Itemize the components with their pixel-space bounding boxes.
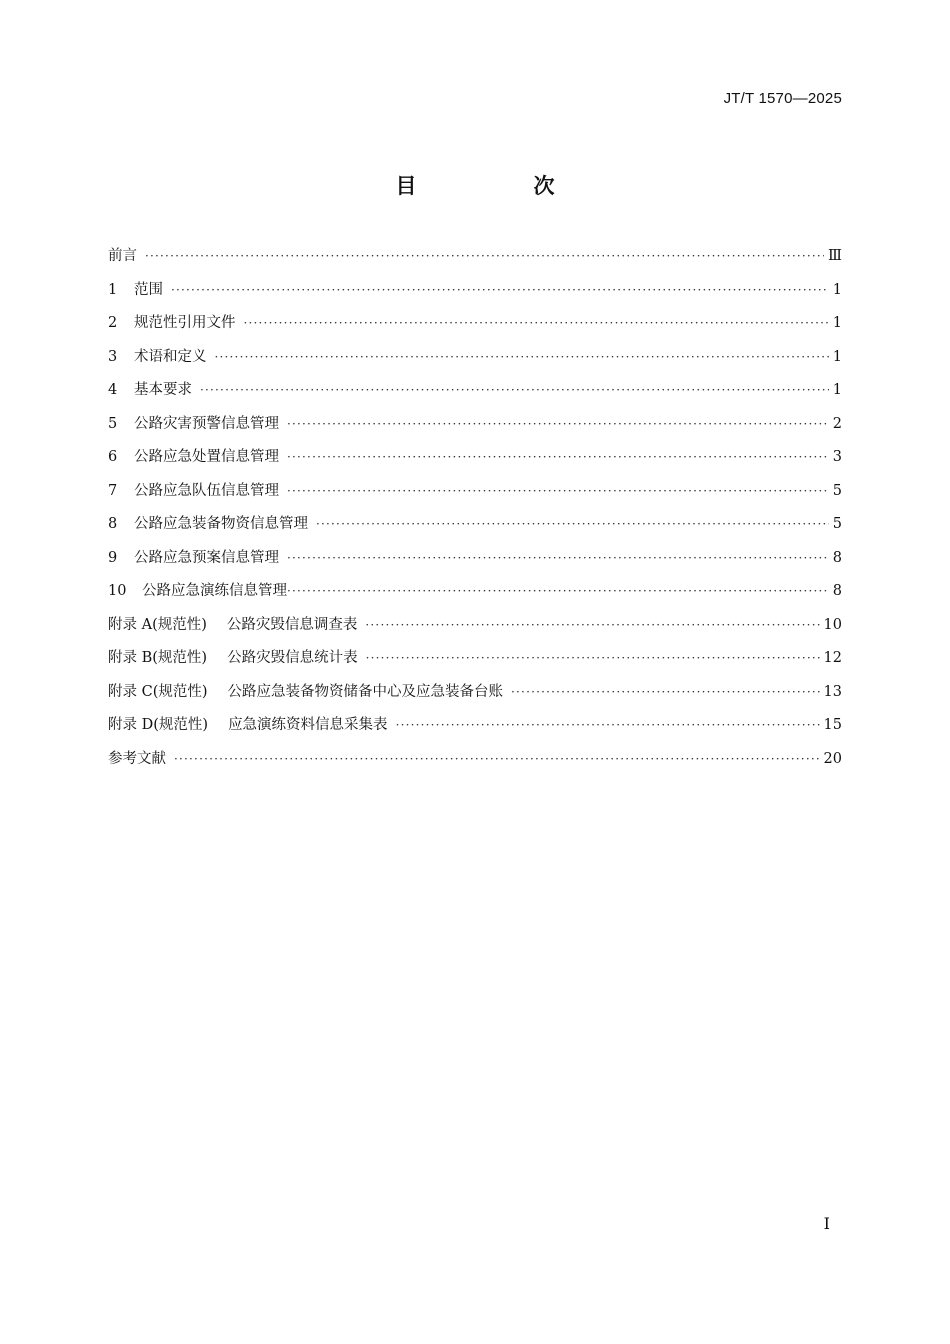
toc-entry-page: 8 (832, 583, 842, 599)
toc-dot-leader (145, 249, 824, 263)
toc-entry-label: 公路应急装备物资信息管理 (134, 516, 308, 532)
toc-entry-page: 1 (832, 348, 842, 365)
page-number: Ⅰ (823, 1214, 830, 1233)
toc-entry-label: 公路灾害预警信息管理 (134, 415, 279, 432)
toc-entry-page: 3 (832, 449, 842, 465)
toc-entry-1[interactable] (108, 278, 842, 312)
document-code: JT/T 1570—2025 (723, 90, 842, 107)
toc-dot-leader (287, 484, 829, 498)
toc-entry-page: 5 (832, 482, 842, 499)
toc-entry-10[interactable] (108, 579, 842, 613)
toc-entry-number: 2 (108, 315, 118, 331)
toc-entry-appendix-c[interactable] (108, 680, 842, 714)
toc-dot-leader (316, 517, 829, 531)
toc-dot-leader (171, 283, 829, 297)
toc-entry-label: 公路应急队伍信息管理 (134, 482, 279, 499)
toc-entry-page: 1 (832, 382, 842, 398)
toc-entry-label: 公路应急演练信息管理 (142, 583, 287, 599)
toc-dot-leader (174, 752, 820, 766)
toc-entry-number: 1 (108, 281, 118, 298)
toc-dot-leader (287, 551, 829, 565)
toc-dot-leader (366, 651, 820, 665)
toc-entry-number: 4 (108, 382, 118, 398)
toc-entry-6[interactable] (108, 445, 842, 479)
toc-entry-page: 10 (823, 616, 842, 633)
toc-entry-9[interactable] (108, 546, 842, 580)
toc-entry-number: 6 (108, 449, 118, 465)
toc-entry-4[interactable] (108, 378, 842, 412)
toc-entry-appendix-a[interactable] (108, 613, 842, 647)
toc-entry-label: 应急演练资料信息采集表 (228, 717, 388, 733)
toc-entry-number: 10 (108, 583, 127, 599)
toc-entry-appendix-b[interactable] (108, 646, 842, 680)
toc-dot-leader (200, 383, 829, 397)
toc-dot-leader (365, 618, 819, 632)
toc-entry-number: 9 (108, 549, 118, 566)
page-title: 目 次 (395, 174, 603, 198)
toc-entry-label: 公路应急装备物资储备中心及应急装备台账 (227, 683, 504, 700)
toc-appendix-prefix: 附录 A(规范性) (108, 616, 207, 633)
toc-entry-2[interactable] (108, 311, 842, 345)
toc-entry-label: 前言 (108, 248, 137, 264)
toc-entry-bibliography[interactable] (108, 747, 842, 781)
toc-entry-page: 12 (823, 650, 842, 666)
toc-entry-number: 7 (108, 482, 118, 499)
toc-dot-leader (244, 316, 829, 330)
toc-appendix-prefix: 附录 B(规范性) (108, 650, 208, 666)
toc-dot-leader (396, 718, 820, 732)
toc-dot-leader (287, 450, 829, 464)
toc-entry-7[interactable] (108, 479, 842, 513)
toc-entry-label: 公路应急预案信息管理 (134, 549, 279, 566)
toc-entry-8[interactable] (108, 512, 842, 546)
table-of-contents (108, 244, 842, 780)
toc-entry-appendix-d[interactable] (108, 713, 842, 747)
toc-entry-page: 5 (832, 516, 842, 532)
toc-entry-page: 2 (832, 415, 842, 432)
toc-dot-leader (287, 417, 829, 431)
toc-entry-page: Ⅲ (828, 248, 842, 264)
toc-entry-5[interactable] (108, 412, 842, 446)
toc-dot-leader (511, 685, 820, 699)
toc-entry-page: 15 (823, 717, 842, 733)
toc-entry-label: 规范性引用文件 (134, 315, 236, 331)
toc-entry-foreword[interactable] (108, 244, 842, 278)
toc-entry-label: 公路应急处置信息管理 (134, 449, 279, 465)
toc-entry-label: 范围 (134, 281, 163, 298)
toc-dot-leader (287, 584, 829, 598)
toc-entry-number: 5 (108, 415, 118, 432)
toc-entry-label: 术语和定义 (134, 348, 207, 365)
toc-entry-label: 参考文献 (108, 750, 166, 767)
toc-entry-page: 8 (832, 549, 842, 566)
toc-entry-page: 13 (823, 683, 842, 700)
toc-entry-number: 8 (108, 516, 118, 532)
toc-entry-3[interactable] (108, 345, 842, 379)
toc-entry-label: 公路灾毁信息调查表 (226, 616, 358, 633)
toc-appendix-prefix: 附录 C(规范性) (108, 683, 208, 700)
toc-entry-label: 基本要求 (134, 382, 192, 398)
toc-entry-page: 1 (832, 281, 842, 298)
toc-entry-label: 公路灾毁信息统计表 (227, 650, 358, 666)
toc-entry-page: 20 (823, 750, 842, 767)
toc-entry-number: 3 (108, 348, 118, 365)
toc-dot-leader (215, 350, 829, 364)
toc-entry-page: 1 (832, 315, 842, 331)
toc-appendix-prefix: 附录 D(规范性) (108, 717, 209, 733)
